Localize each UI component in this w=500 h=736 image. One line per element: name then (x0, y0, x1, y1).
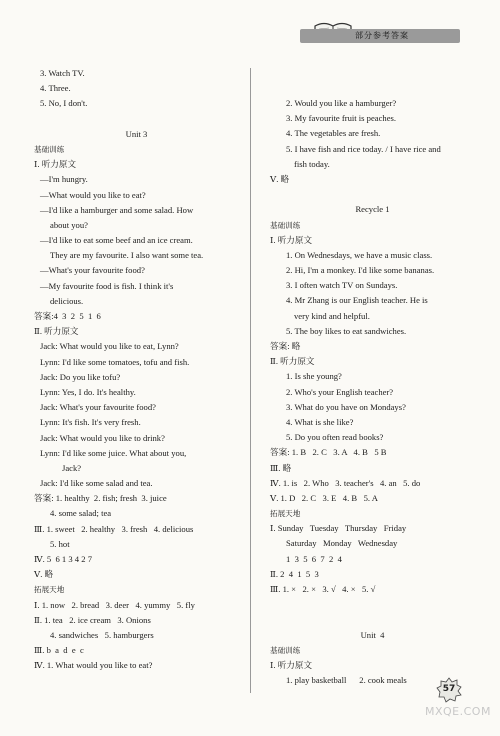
text-line: Ⅱ. 2 4 1 5 3 (270, 568, 319, 579)
text-line: —I'd like to eat some beef and an ice cream. (40, 235, 193, 246)
text-line: Ⅰ. 1. now 2. bread 3. deer 4. yummy 5. fly (34, 599, 195, 610)
text-line: Ⅴ. 略 (270, 173, 290, 184)
text-line: —My favourite food is fish. I think it's (40, 280, 174, 291)
text-line (270, 597, 475, 612)
text-line: Ⅳ. 1. is 2. Who 3. teacher's 4. an 5. do (270, 477, 421, 488)
right-column (270, 96, 475, 688)
text-line: Ⅴ. 1. D 2. C 3. E 4. B 5. A (270, 492, 378, 503)
section-heading: 基础训练 (270, 220, 301, 230)
text-line: Ⅳ. 5 6 1 3 4 2 7 (34, 554, 92, 564)
text-line: —I'm hungry. (40, 174, 88, 185)
text-line: 答案: 1. healthy 2. fish; fresh 3. juice (34, 493, 167, 504)
text-line: Ⅲ. 略 (270, 462, 292, 473)
section-heading: 基础训练 (34, 144, 65, 154)
text-line: Jack? (62, 462, 82, 473)
text-line: Saturday Monday Wednesday (286, 538, 398, 549)
text-line: Ⅲ. 1. sweet 2. healthy 3. fresh 4. delicious (34, 523, 194, 534)
text-line: about you? (50, 219, 88, 230)
page-number: 57 (442, 684, 456, 694)
section-heading: 基础训练 (270, 645, 301, 655)
text-line: 1. Is she young? (286, 371, 342, 382)
text-line: Ⅱ. 1. tea 2. ice cream 3. Onions (34, 614, 151, 625)
text-line: Lynn: It's fish. It's very fresh. (40, 417, 141, 428)
text-line: Ⅰ. Sunday Tuesday Thursday Friday (270, 523, 407, 534)
text-line: Ⅴ. 略 (34, 569, 54, 580)
text-line: 3. What do you have on Mondays? (286, 401, 406, 412)
text-line: 2. Would you like a hamburger? (286, 98, 397, 108)
text-line: 5. Do you often read books? (286, 432, 384, 443)
text-line: Ⅱ. 听力原文 (34, 326, 79, 337)
text-line: 1. play basketball 2. cook meals (286, 675, 407, 686)
text-line: 4. some salad; tea (50, 508, 112, 519)
text-line: 答案: 1. B 2. C 3. A 4. B 5 B (270, 447, 387, 458)
text-line: 2. Who's your English teacher? (286, 386, 394, 397)
text-line: 5. hot (50, 538, 70, 549)
text-line: 4. sandwiches 5. hamburgers (50, 629, 154, 640)
text-line: 4. Three. (40, 83, 71, 94)
section-heading: 拓展天地 (270, 509, 301, 519)
unit-title: Unit 3 (125, 128, 148, 139)
text-line: very kind and helpful. (294, 310, 370, 321)
text-line: 5. No, I don't. (40, 98, 88, 109)
text-line (34, 112, 239, 127)
text-line: 4. Mr Zhang is our English teacher. He is (286, 295, 428, 306)
text-line: 4. The vegetables are fresh. (286, 128, 381, 139)
text-line: 3. My favourite fruit is peaches. (286, 113, 397, 124)
text-line: Lynn: Yes, I do. It's healthy. (40, 386, 136, 397)
text-line: 答案:4 3 2 5 1 6 (34, 311, 101, 321)
text-line: Ⅱ. 听力原文 (270, 356, 315, 367)
header-label: 部分参考答案 (355, 31, 409, 40)
text-line: Ⅰ. 听力原文 (34, 159, 77, 170)
unit-title: Recycle 1 (355, 204, 390, 215)
text-line: 答案: 略 (270, 341, 301, 351)
text-line: Ⅲ. b a d e c (34, 645, 84, 656)
text-line: 3. Watch TV. (40, 68, 85, 78)
text-line: Ⅲ. 1. × 2. × 3. √ 4. × 5. √ (270, 584, 376, 594)
text-line: 4. What is she like? (286, 416, 354, 427)
text-line (270, 612, 475, 627)
text-line: Jack: What would you like to eat, Lynn? (40, 341, 179, 352)
text-line: Ⅳ. 1. What would you like to eat? (34, 660, 153, 671)
text-line: —I'd like a hamburger and some salad. How (40, 204, 194, 215)
text-line: —What would you like to eat? (40, 189, 146, 200)
text-line: Ⅰ. 听力原文 (270, 234, 313, 245)
text-line: Lynn: I'd like some tomatoes, tofu and fish. (40, 356, 190, 367)
text-line: 2. Hi, I'm a monkey. I'd like some bananas. (286, 265, 435, 276)
text-line: Jack: I'd like some salad and tea. (40, 478, 153, 489)
text-line: Jack: What's your favourite food? (40, 402, 156, 413)
text-line: 5. I have fish and rice today. / I have rice and (286, 143, 441, 154)
section-heading: 拓展天地 (34, 585, 65, 595)
text-line: Ⅰ. 听力原文 (270, 659, 313, 670)
text-line: Jack: What would you like to drink? (40, 432, 165, 443)
column-divider (250, 68, 251, 693)
text-line: Lynn: I'd like some juice. What about you, (40, 447, 187, 458)
text-line: They are my favourite. I also want some tea. (50, 250, 204, 261)
text-line: delicious. (50, 295, 84, 306)
watermark: MXQE.COM (425, 705, 491, 718)
text-line: Jack: Do you like tofu? (40, 371, 121, 382)
text-line: —What's your favourite food? (40, 265, 145, 276)
text-line: 1. On Wednesdays, we have a music class. (286, 249, 433, 260)
unit-title: Unit 4 (360, 629, 385, 640)
text-line: fish today. (294, 158, 330, 169)
left-column (34, 66, 239, 674)
text-line: 1 3 5 6 7 2 4 (286, 553, 342, 564)
text-line: 5. The boy likes to eat sandwiches. (286, 325, 407, 336)
text-line (270, 187, 475, 202)
text-line: 3. I often watch TV on Sundays. (286, 280, 398, 291)
